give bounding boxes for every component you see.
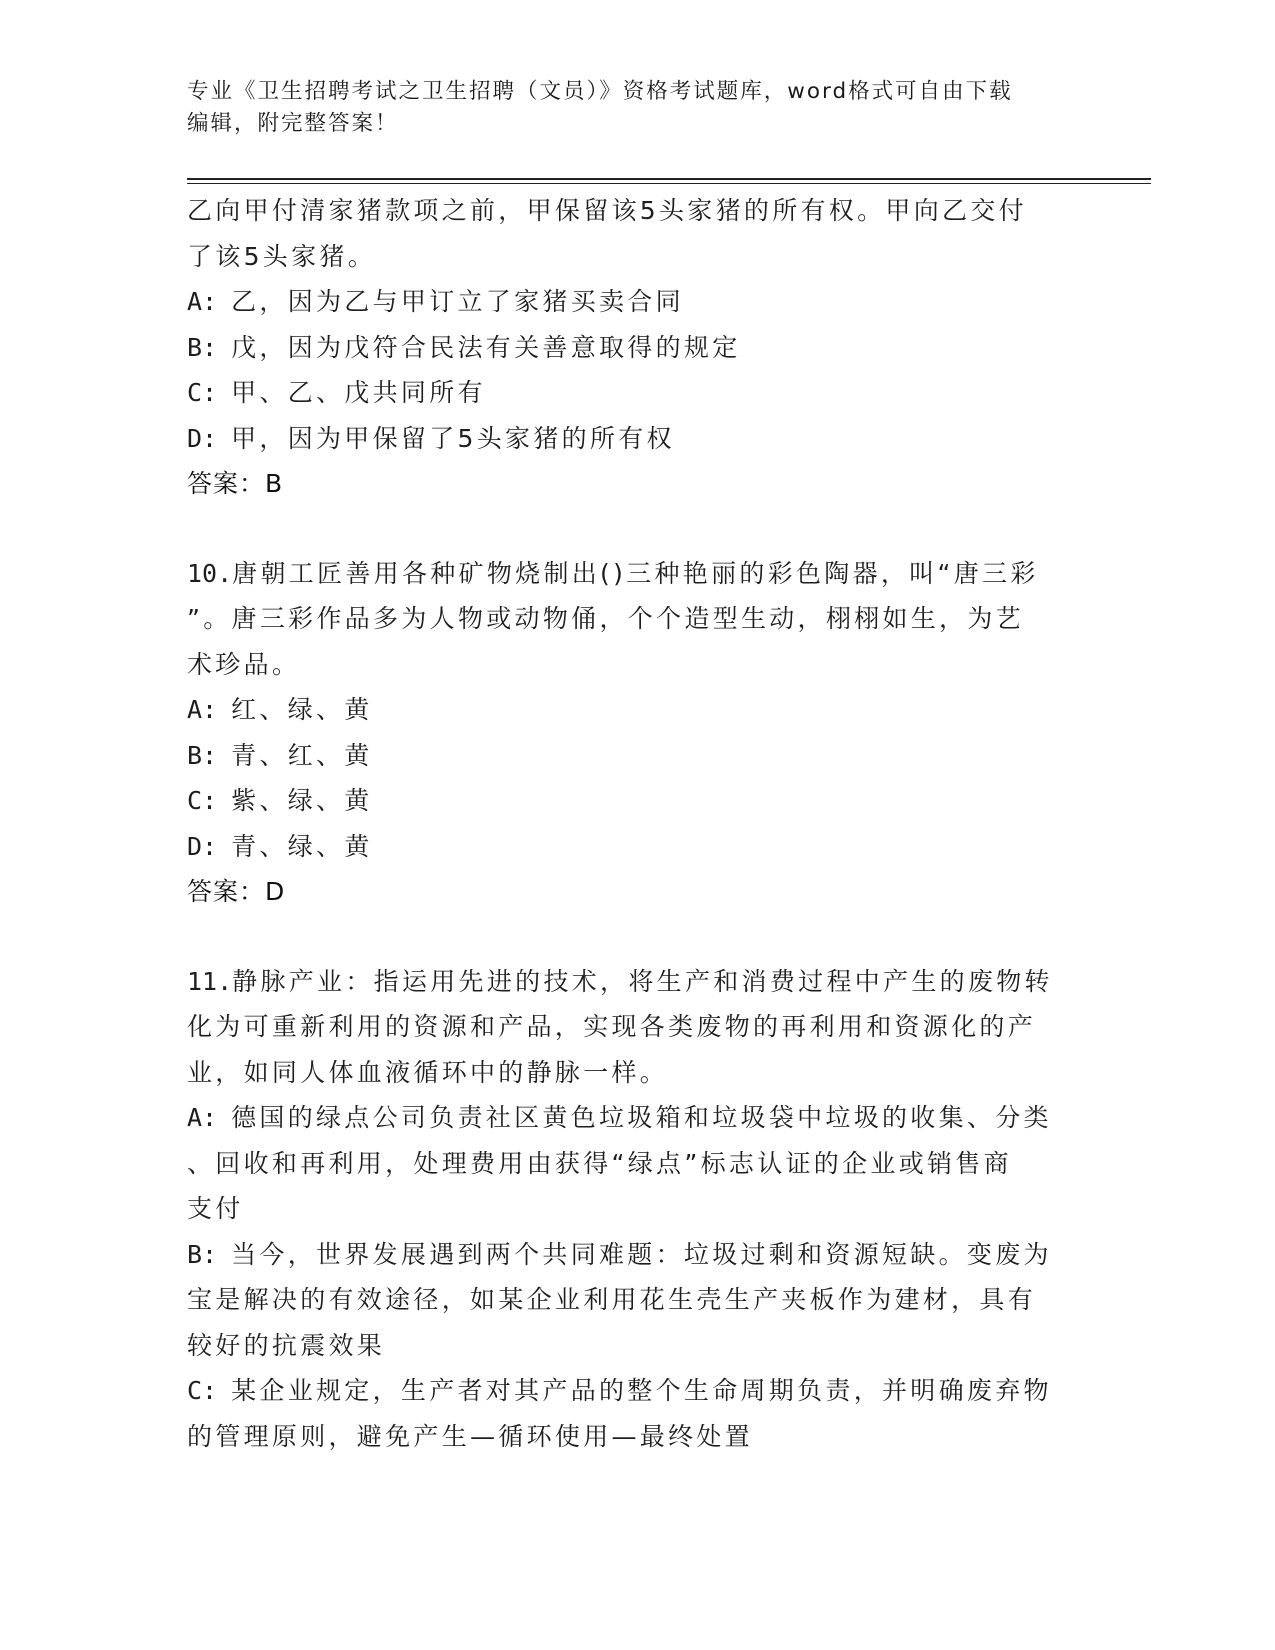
header-line-2: 编辑，附完整答案！	[187, 111, 399, 136]
option-b: B: 青、红、黄	[187, 740, 373, 770]
answer-label: 答案：D	[187, 877, 286, 906]
answer-label: 答案：B	[187, 469, 284, 498]
question-stem-line: 化为可重新利用的资源和产品，实现各类废物的再利用和资源化的产	[187, 1012, 1037, 1041]
option-c: C: 紫、绿、黄	[187, 786, 373, 815]
document-header	[187, 76, 1087, 140]
question-stem-line: 业，如同人体血液循环中的静脉一样。	[187, 1057, 669, 1087]
option-a-continuation: 、回收和再利用，处理费用由获得“绿点”标志认证的企业或销售商	[187, 1148, 1012, 1178]
question-number: 10.	[187, 558, 233, 588]
option-b: B: 戊，因为戊符合民法有关善意取得的规定	[187, 332, 741, 362]
question-stem-line: 10.唐朝工匠善用各种矿物烧制出()三种艳丽的彩色陶器，叫“唐三彩	[187, 558, 1039, 588]
option-d: D: 青、绿、黄	[187, 831, 373, 861]
question-stem-line: 11.静脉产业：指运用先进的技术，将生产和消费过程中产生的废物转	[187, 966, 1053, 996]
option-a-continuation: 支付	[187, 1194, 244, 1223]
header-divider-thick	[187, 178, 1151, 180]
option-a: A: 德国的绿点公司负责社区黄色垃圾箱和垃圾袋中垃圾的收集、分类	[187, 1103, 1052, 1132]
option-d: D: 甲，因为甲保留了5头家猪的所有权	[187, 423, 675, 453]
option-c: C: 某企业规定，生产者对其产品的整个生命周期负责，并明确废弃物	[187, 1376, 1052, 1405]
option-a: A: 乙，因为乙与甲订立了家猪买卖合同	[187, 287, 684, 316]
question-10	[187, 551, 1087, 915]
option-c-continuation: 的管理原则，避免产生—循环使用—最终处置	[187, 1421, 754, 1451]
option-b-continuation: 宝是解决的有效途径，如某企业利用花生壳生产夹板作为建材，具有	[187, 1285, 1037, 1314]
question-stem-line: 乙向甲付清家猪款项之前，甲保留该5头家猪的所有权。甲向乙交付	[187, 196, 1027, 225]
option-c: C: 甲、乙、戊共同所有	[187, 378, 486, 407]
question-stem-line: 了该5头家猪。	[187, 241, 377, 271]
option-a: A: 红、绿、黄	[187, 695, 373, 724]
option-b-continuation: 较好的抗震效果	[187, 1330, 386, 1360]
header-divider-thin	[187, 183, 1151, 184]
header-line-1: 专业《卫生招聘考试之卫生招聘（文员）》资格考试题库，word格式可自由下载	[187, 79, 1013, 104]
question-11	[187, 959, 1087, 1460]
question-number: 11.	[187, 966, 233, 996]
option-b: B: 当今，世界发展遇到两个共同难题：垃圾过剩和资源短缺。变废为	[187, 1239, 1052, 1269]
question-content	[187, 188, 1087, 1459]
question-stem-line: 术珍品。	[187, 649, 301, 679]
question-stem-line: ”。唐三彩作品多为人物或动物俑，个个造型生动，栩栩如生，为艺	[187, 604, 1024, 633]
question-9	[187, 188, 1087, 507]
